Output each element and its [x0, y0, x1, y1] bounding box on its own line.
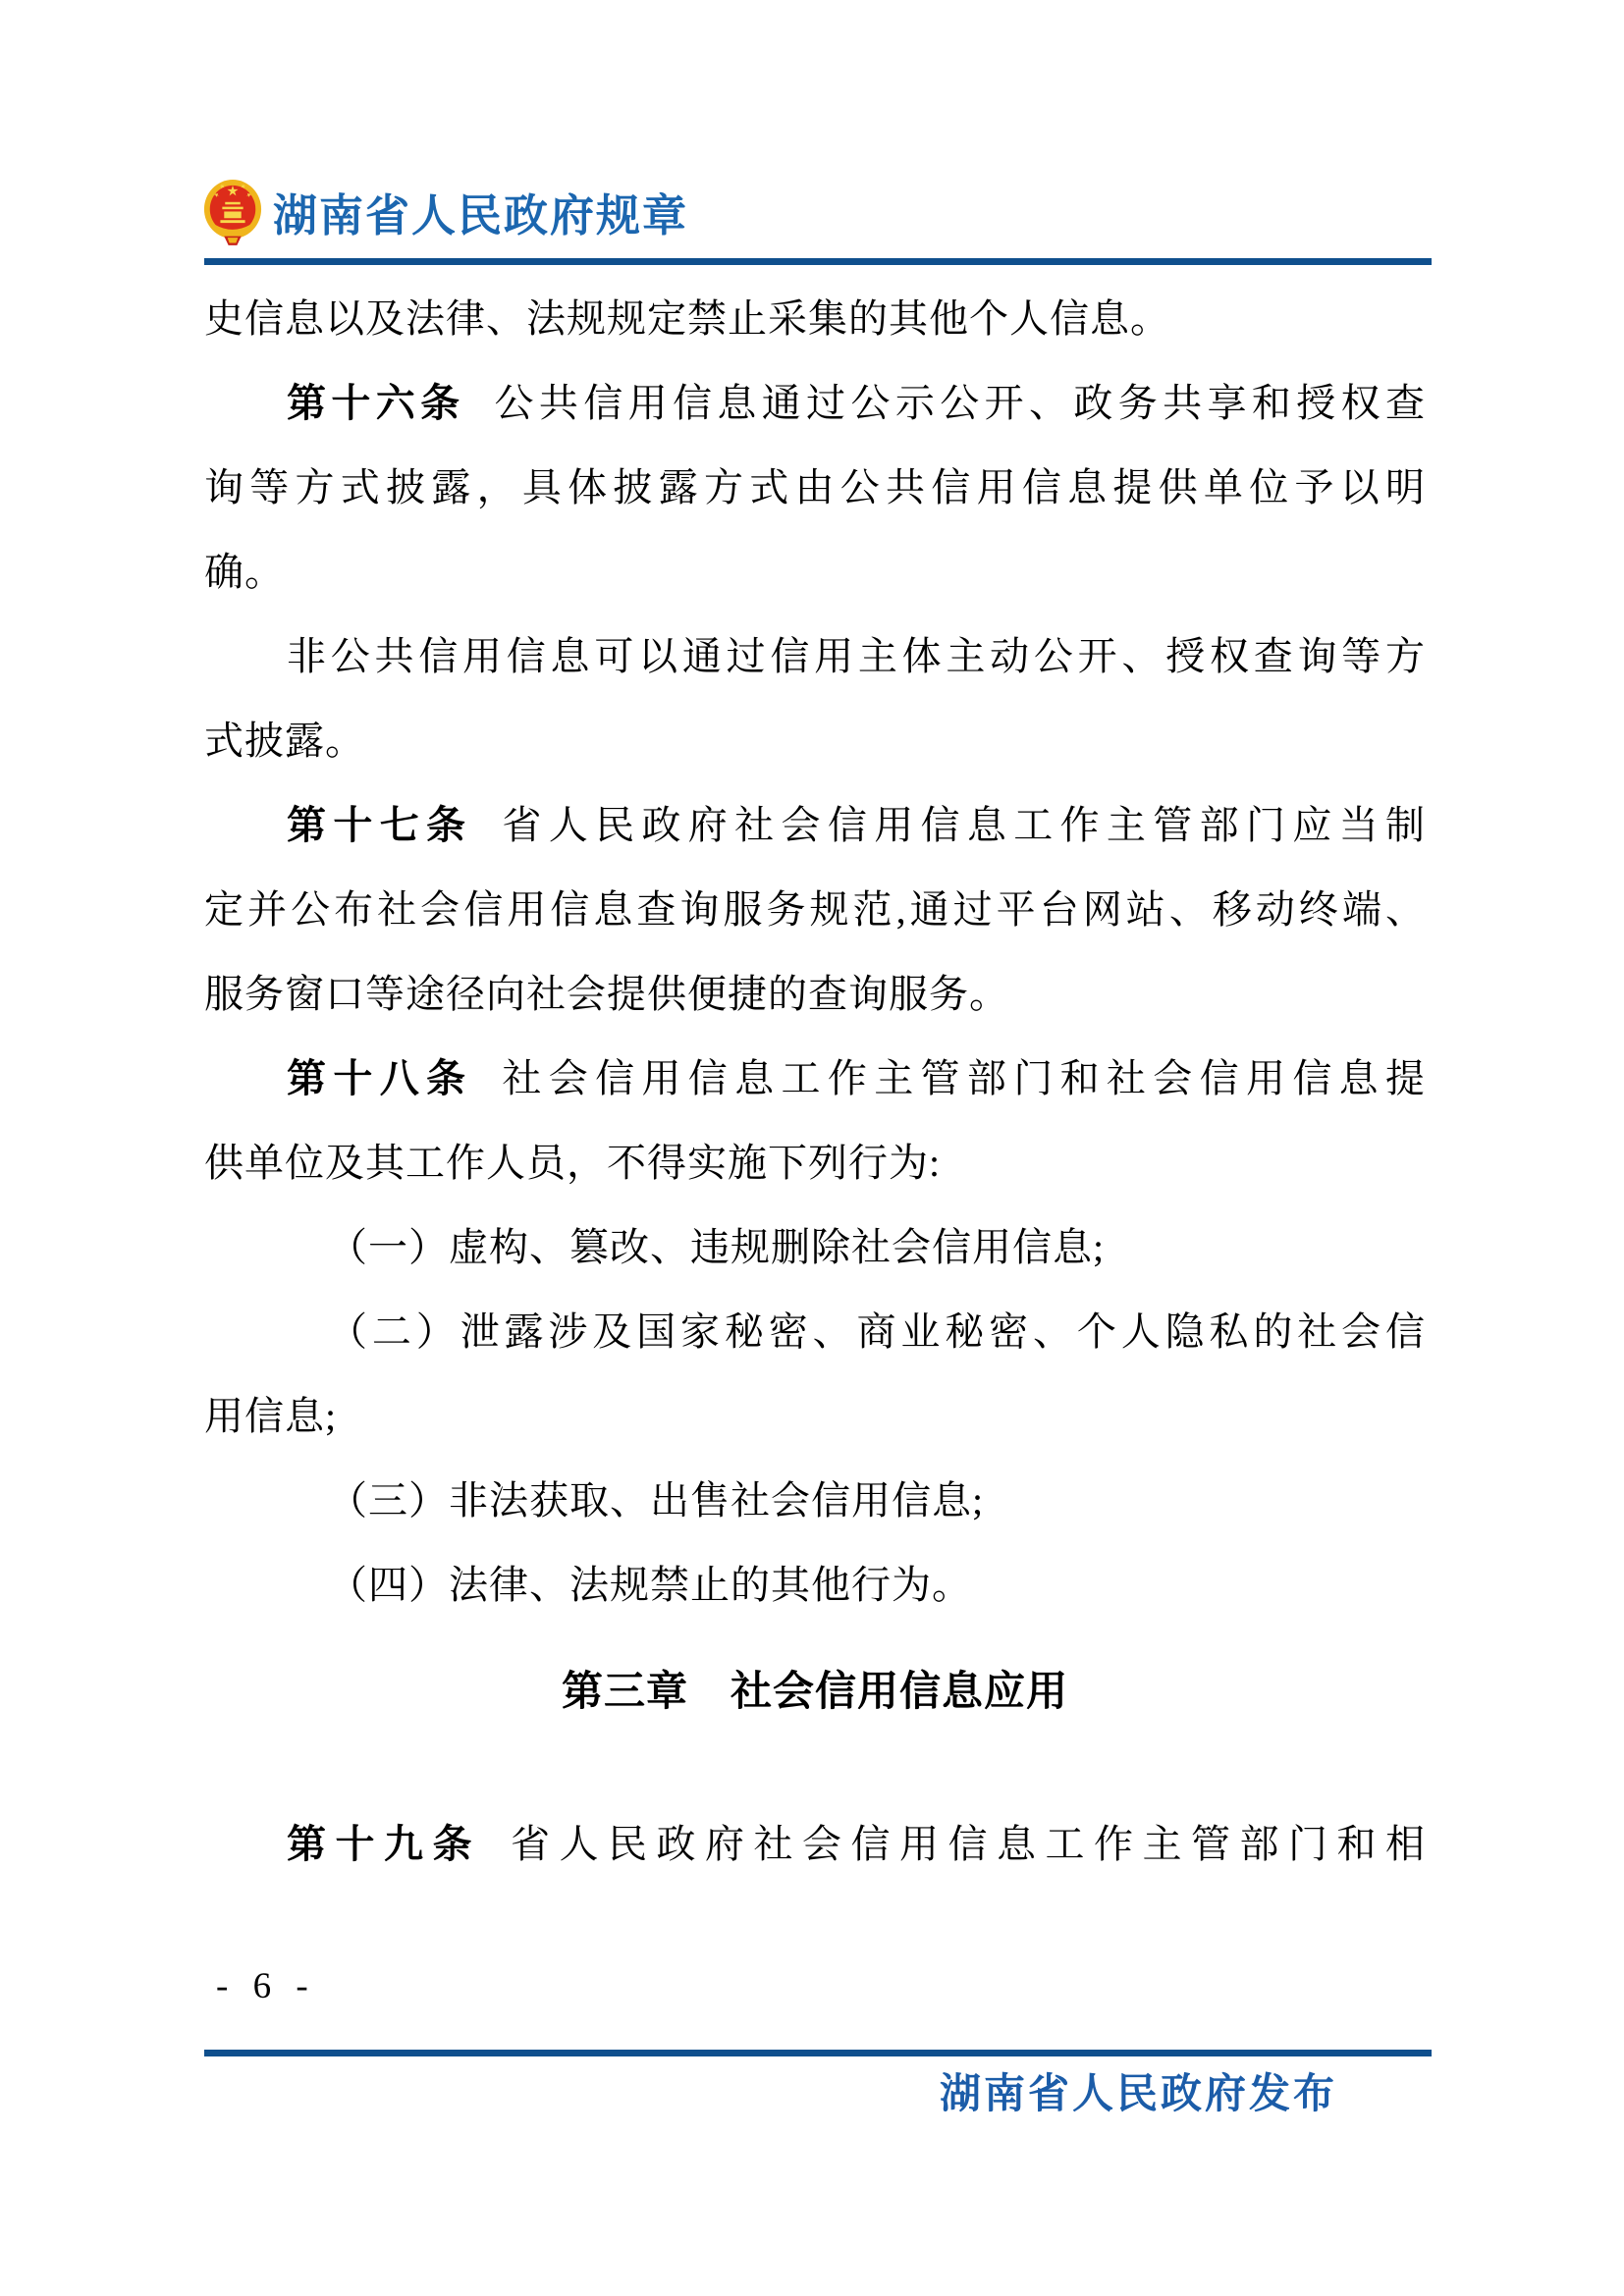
footer-divider: [204, 2050, 1432, 2056]
publisher-label: 湖南省人民政府发布: [939, 2072, 1337, 2117]
body-line: [204, 1290, 1426, 1374]
body-line: [204, 277, 1426, 361]
line-text: 确。: [204, 550, 285, 594]
body-line: [204, 1802, 1426, 1887]
body-line: [204, 783, 1426, 868]
line-text: 服务窗口等途径向社会提供便捷的查询服务。: [204, 972, 1009, 1016]
body-line: [204, 1459, 1426, 1543]
article-number: 第十七条: [287, 804, 473, 847]
body-line: [204, 361, 1426, 446]
article-number: 第十六条: [287, 382, 465, 425]
line-text: 社会信用信息工作主管部门和社会信用信息提: [502, 1056, 1427, 1100]
chapter-heading: 第三章 社会信用信息应用: [561, 1668, 1068, 1714]
line-text: （四）法律、法规禁止的其他行为。: [328, 1563, 972, 1607]
body-line: [204, 1037, 1426, 1121]
line-text: 用信息;: [204, 1394, 338, 1438]
line-text: 省人民政府社会信用信息工作主管部门和相: [511, 1822, 1426, 1866]
national-emblem-icon: [202, 175, 263, 247]
body-lines: [204, 277, 1426, 1887]
line-text: 询等方式披露，具体披露方式由公共信用信息提供单位予以明: [204, 465, 1426, 509]
line-text: 式披露。: [204, 719, 365, 763]
header-title: 湖南省人民政府规章: [273, 189, 689, 240]
line-text: 定并公布社会信用信息查询服务规范,通过平台网站、移动终端、: [204, 887, 1426, 932]
body-line: [204, 530, 1426, 614]
document-header: [202, 175, 688, 247]
body-line: [204, 952, 1426, 1037]
header-divider: [204, 258, 1432, 265]
line-text: 史信息以及法律、法规规定禁止采集的其他个人信息。: [204, 296, 1170, 341]
body-line: [204, 868, 1426, 952]
line-text: （一）虚构、篡改、违规删除社会信用信息;: [328, 1225, 1106, 1269]
line-text: 公共信用信息通过公示公开、政务共享和授权查: [494, 381, 1426, 425]
article-number: 第十八条: [287, 1057, 473, 1100]
body-line: [204, 1374, 1426, 1459]
body-line: [204, 1205, 1426, 1290]
body-line: [204, 614, 1426, 699]
document-body: [204, 277, 1426, 1887]
line-text: 非公共信用信息可以通过信用主体主动公开、授权查询等方: [287, 634, 1426, 678]
body-line: [204, 1121, 1426, 1205]
page-number: - 6 -: [216, 1966, 316, 2006]
article-number: 第十九条: [287, 1823, 481, 1866]
line-text: （二）泄露涉及国家秘密、商业秘密、个人隐私的社会信: [328, 1309, 1426, 1354]
line-text: 省人民政府社会信用信息工作主管部门应当制: [502, 803, 1427, 847]
body-line: [204, 699, 1426, 783]
line-text: 供单位及其工作人员，不得实施下列行为:: [204, 1141, 942, 1185]
line-text: （三）非法获取、出售社会信用信息;: [328, 1478, 985, 1522]
body-line: [204, 1543, 1426, 1628]
body-line: [204, 446, 1426, 530]
